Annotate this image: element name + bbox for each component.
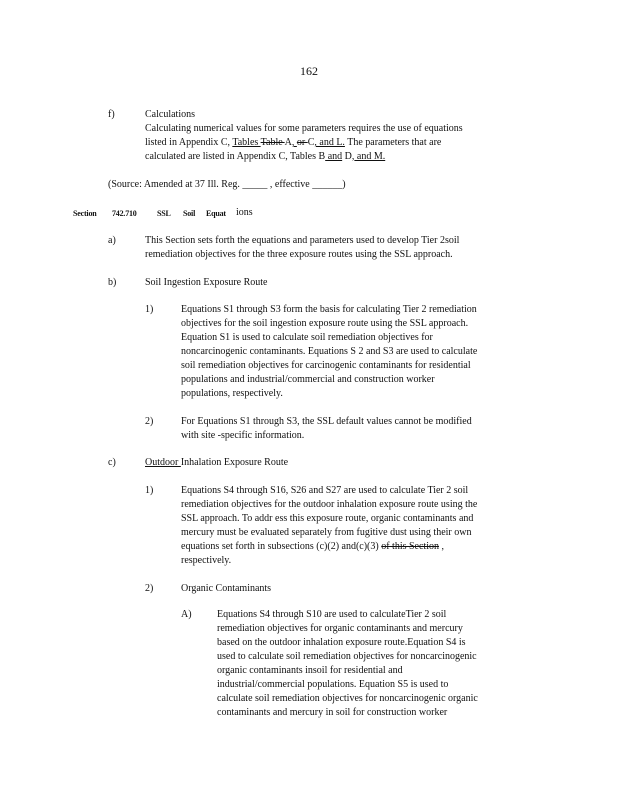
item-c1-line-3: SSL approach. To addr ess this exposure route, organic contaminants and bbox=[181, 513, 474, 524]
item-c1-label: 1) bbox=[145, 485, 154, 496]
deleted-table: Table bbox=[260, 137, 285, 148]
section-title-ssl: SSL bbox=[157, 209, 171, 218]
source-note bbox=[108, 178, 346, 192]
appendix-a: A bbox=[284, 137, 292, 148]
item-c2a-line-6: industrial/commercial populations. Equation S5 is used to bbox=[217, 679, 449, 690]
item-b1-line-6: populations and industrial/commercial and construction worker bbox=[181, 374, 435, 385]
item-c2a-label: A) bbox=[181, 609, 192, 620]
item-b1-line-4: noncarcinogenic contaminants. Equations S 2 and S3 are used to calculate bbox=[181, 346, 478, 357]
section-title-equat: Equat bbox=[206, 209, 226, 218]
item-c2a-line-8: contaminants and mercury in soil for construction worker bbox=[217, 707, 448, 718]
item-b2-line-2: with site -specific information. bbox=[181, 430, 305, 441]
item-b-heading: Soil Ingestion Exposure Route bbox=[145, 277, 268, 288]
section-title-ions: ions bbox=[236, 207, 253, 218]
source-blank-reg: _____ bbox=[242, 179, 268, 190]
item-f-line-2 bbox=[145, 136, 441, 150]
item-f-label: f) bbox=[108, 109, 115, 120]
item-c1-line-1: Equations S4 through S16, S26 and S27 are used to calculate Tier 2 soil bbox=[181, 485, 469, 496]
item-c2a-line-5: organic contaminants insoil for residential and bbox=[217, 665, 403, 676]
item-c1-line-2: remediation objectives for the outdoor inhalation exposure route using the bbox=[181, 499, 478, 510]
inserted-and: and bbox=[325, 151, 343, 162]
line-5-text: equations set forth in subsections (c)(2) and(c)(3) bbox=[181, 541, 382, 552]
inserted-and-l: , and L. bbox=[314, 137, 345, 148]
item-a-label: a) bbox=[108, 235, 116, 246]
heading-rest: Inhalation Exposure Route bbox=[180, 457, 289, 468]
line-5-tail: , bbox=[439, 541, 444, 552]
item-c1-line-6: respectively. bbox=[181, 555, 232, 566]
item-c1-line-4: mercury must be evaluated separately from fugitive dust using their own bbox=[181, 527, 472, 538]
inserted-tables: Tables bbox=[232, 137, 261, 148]
item-c2-heading: Organic Contaminants bbox=[181, 583, 272, 594]
line-2-tail: The parameters that are bbox=[344, 137, 442, 148]
item-b2-line-1: For Equations S1 through S3, the SSL default values cannot be modified bbox=[181, 416, 472, 427]
item-f-line-3 bbox=[145, 150, 385, 164]
inserted-comma: , bbox=[291, 137, 297, 148]
item-b-label: b) bbox=[108, 277, 117, 288]
source-text: (Source: Amended at 37 Ill. Reg. bbox=[108, 179, 243, 190]
item-a-line-1: This Section sets forth the equations and parameters used to develop Tier 2soil bbox=[145, 235, 460, 246]
section-number: 742.710 bbox=[112, 209, 137, 218]
inserted-and-m: and M. bbox=[354, 151, 386, 162]
table-d: D, bbox=[342, 151, 355, 162]
item-c2a-line-3: based on the outdoor inhalation exposure route.Equation S4 is bbox=[217, 637, 466, 648]
item-c1-line-5 bbox=[181, 540, 444, 554]
item-f-line-1: Calculating numerical values for some parameters requires the use of equations bbox=[145, 123, 463, 134]
item-f-heading: Calculations bbox=[145, 109, 195, 120]
page-number: 162 bbox=[300, 64, 318, 78]
item-c2a-line-2: remediation objectives for organic contaminants and mercury bbox=[217, 623, 463, 634]
item-b2-label: 2) bbox=[145, 416, 154, 427]
item-b1-label: 1) bbox=[145, 304, 154, 315]
source-effective: , effective bbox=[267, 179, 313, 190]
section-title-soil: Soil bbox=[183, 209, 196, 218]
item-b1-line-1: Equations S1 through S3 form the basis for calculating Tier 2 remediation bbox=[181, 304, 477, 315]
item-c-heading bbox=[145, 456, 288, 470]
item-b1-line-3: Equation S1 is used to calculate soil remediation objectives for bbox=[181, 332, 433, 343]
line-2-text: listed in Appendix C, bbox=[145, 137, 233, 148]
item-c2a-line-1: Equations S4 through S10 are used to calculateTier 2 soil bbox=[217, 609, 447, 620]
source-blank-date: ______ bbox=[312, 179, 343, 190]
deleted-of-this-section: of this Section bbox=[381, 541, 439, 552]
item-c2-label: 2) bbox=[145, 583, 154, 594]
item-c-label: c) bbox=[108, 457, 116, 468]
item-c2a-line-7: calculate soil remediation objectives for noncarcinogenic organic bbox=[217, 693, 478, 704]
item-b1-line-2: objectives for the soil ingestion exposure route using the SSL approach. bbox=[181, 318, 469, 329]
item-c2a-line-4: used to calculate soil remediation objectives for noncarcinogenic bbox=[217, 651, 477, 662]
appendix-c: C bbox=[307, 137, 315, 148]
item-b1-line-5: soil remediation objectives for carcinogenic contaminants for residential bbox=[181, 360, 471, 371]
item-b1-line-7: populations, respectively. bbox=[181, 388, 283, 399]
inserted-outdoor: Outdoor bbox=[145, 457, 181, 468]
section-label: Section bbox=[73, 209, 97, 218]
source-close: ) bbox=[342, 179, 346, 190]
deleted-or: or bbox=[296, 137, 308, 148]
item-a-line-2: remediation objectives for the three exposure routes using the SSL approach. bbox=[145, 249, 453, 260]
line-3-text: calculated are listed in Appendix C, Tables B bbox=[145, 151, 326, 162]
